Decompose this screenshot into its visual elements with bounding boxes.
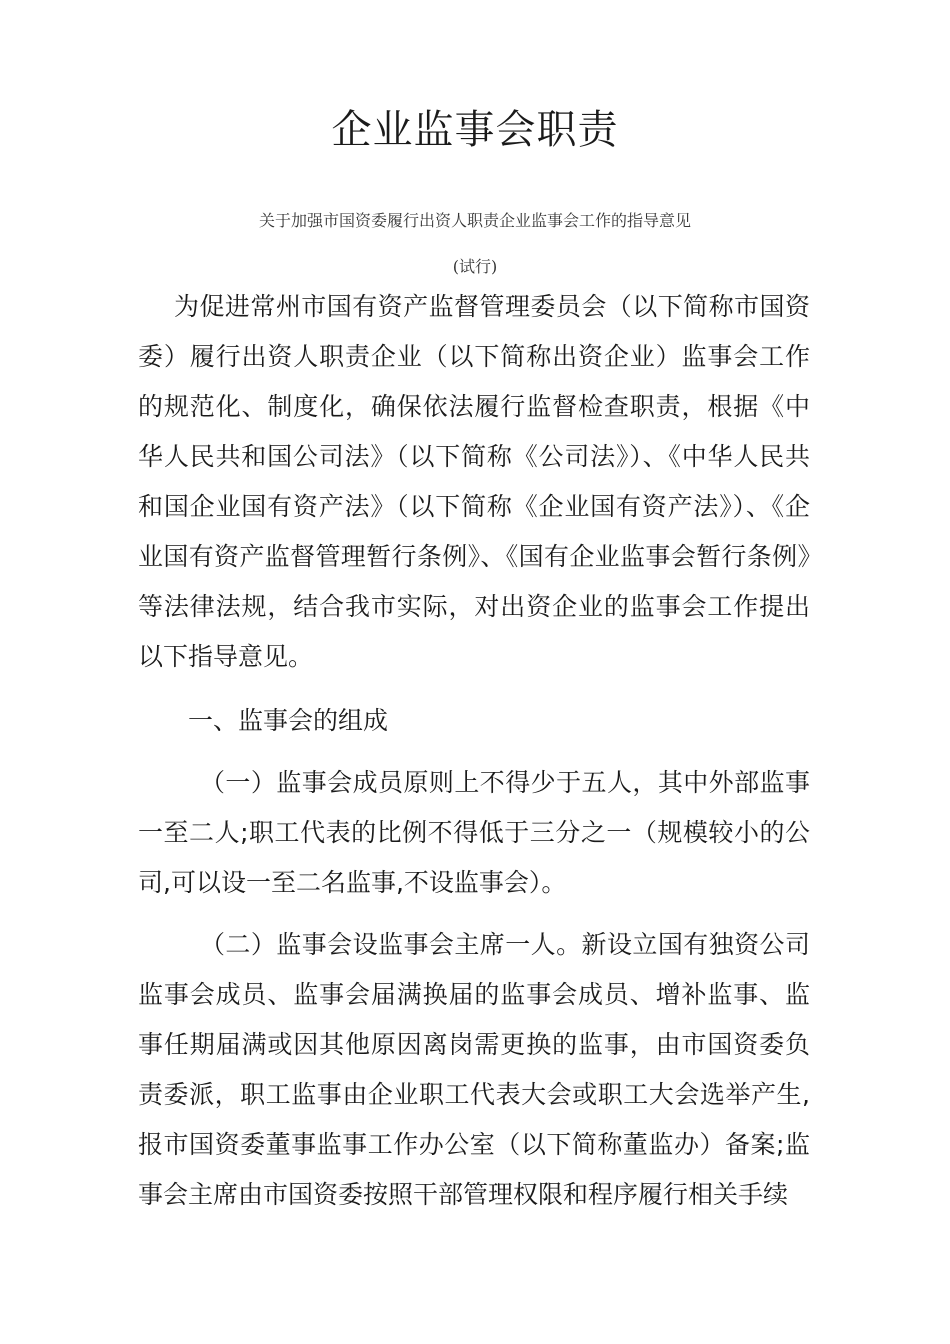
item-1-paragraph xyxy=(138,758,810,908)
document-title: 企业监事会职责 xyxy=(331,107,619,153)
item-1-text: （一）监事会成员原则上不得少于五人，其中外部监事一至二人;职工代表的比例不得低于三分之一（规模较小的公司,可以设一至二名监事,不设监事会）。 xyxy=(138,768,810,897)
intro-paragraph-text: 为促进常州市国有资产监督管理委员会（以下简称市国资委）履行出资人职责企业（以下简称出资企业）监事会工作的规范化、制度化，确保依法履行监督检查职责，根据《中华人民共和国公司法》（以下简称《公司法》）、《中华人民共和国企业国有资产法》（以下简称《企业国有资产法》）、《企业国有资产监督管理暂行条例》、《国有企业监事会暂行条例》等法律法规，结合我市实际，对出资企业的监事会工作提出以下指导意见。 xyxy=(138,292,810,671)
item-2-text: （二）监事会设监事会主席一人。新设立国有独资公司监事会成员、监事会届满换届的监事会成员、增补监事、监事任期届满或因其他原因离岗需更换的监事，由市国资委负责委派，职工监事由企业职工代表大会或职工大会选举产生,报市国资委董事监事工作办公室（以下简称董监办）备案;监事会主席由市国资委按照干部管理权限和程序履行相关手续 xyxy=(138,930,810,1209)
section-heading-text: 一、监事会的组成 xyxy=(188,706,389,735)
item-2-paragraph xyxy=(138,920,810,1220)
section-heading xyxy=(138,696,860,746)
document-subtitle: 关于加强市国资委履行出资人职责企业监事会工作的指导意见 xyxy=(258,211,691,230)
trial-note: (试行) xyxy=(452,257,498,276)
intro-paragraph xyxy=(138,282,810,682)
